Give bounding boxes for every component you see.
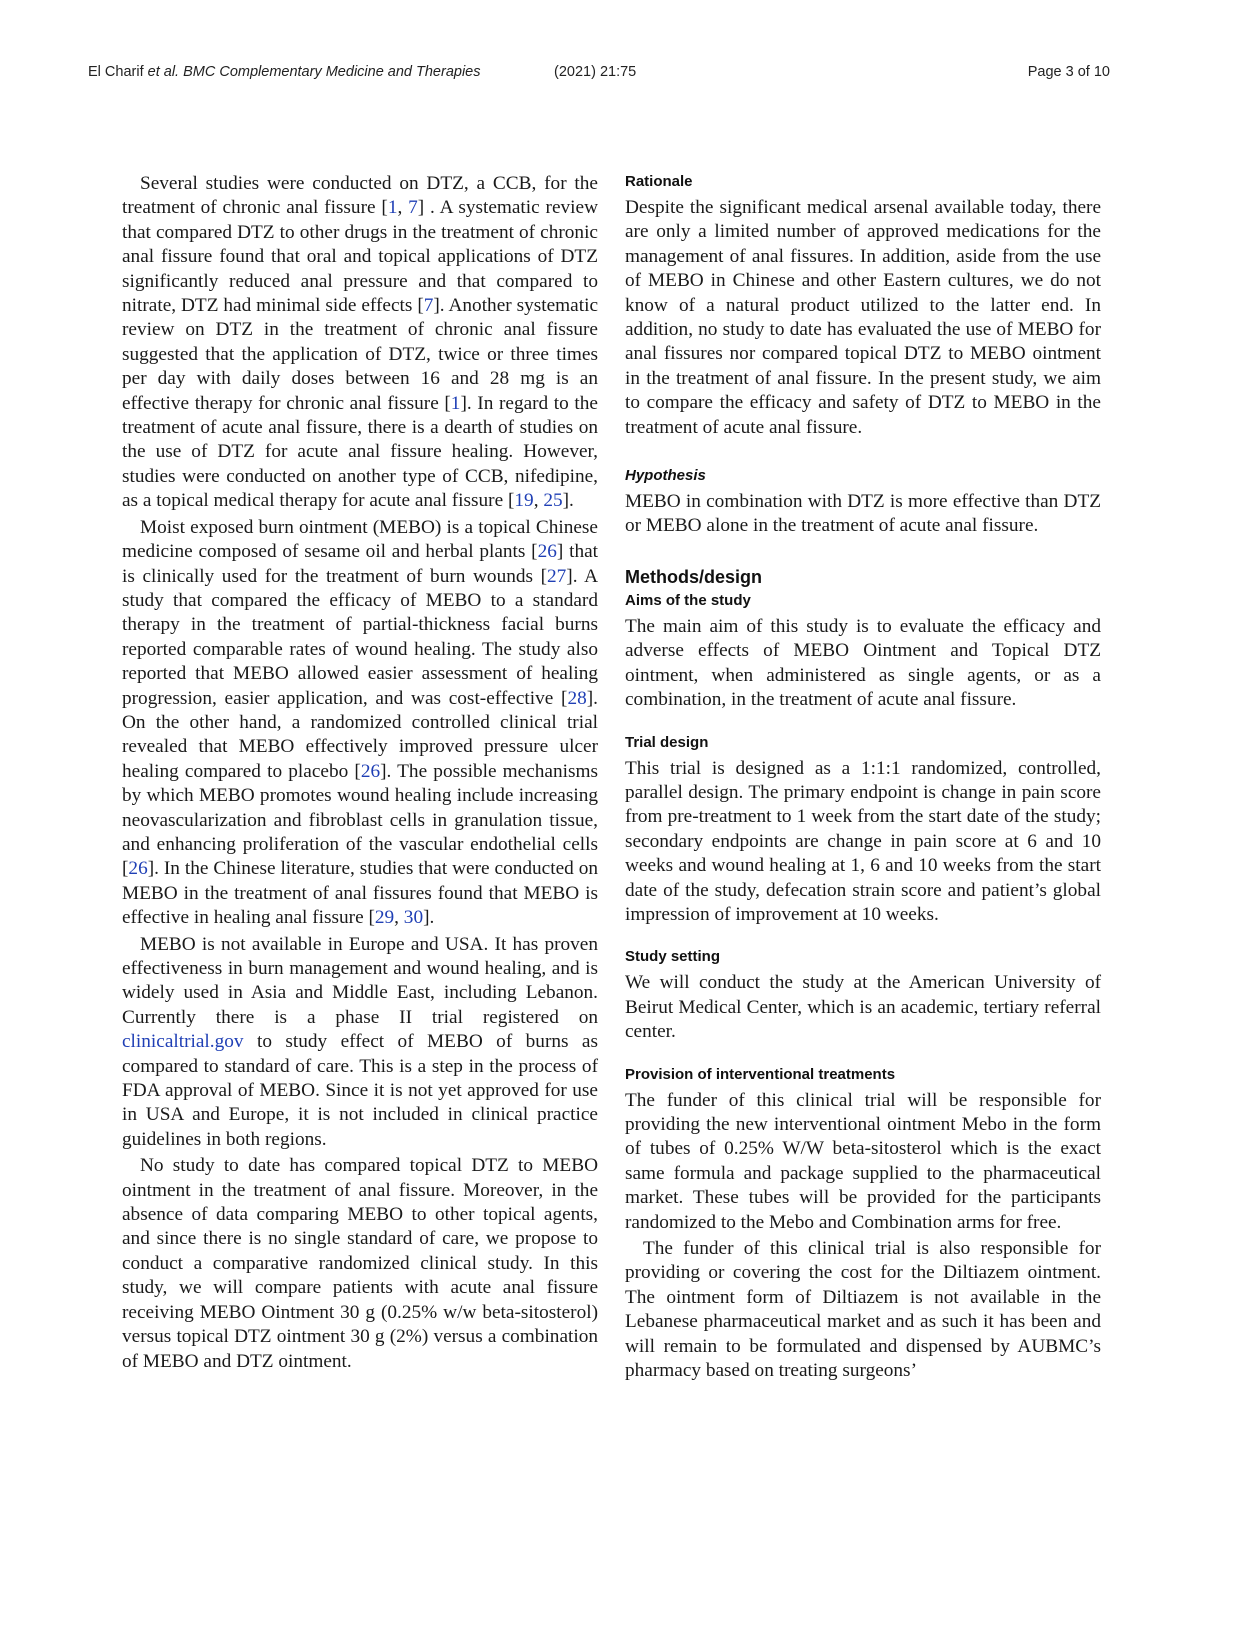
paragraph-mebo-intro — [122, 516, 598, 931]
citation-link[interactable]: 27 — [547, 565, 567, 587]
paragraph-dtz-studies — [122, 172, 598, 514]
citation-link[interactable]: 7 — [423, 295, 434, 317]
methods-heading: Methods/design — [625, 566, 763, 587]
citation-link[interactable]: 26 — [128, 858, 148, 880]
text-run: , — [533, 490, 544, 512]
text-run: ]. On the other hand, a randomized controlled clinical trial revealed that MEBO effectively improved pressure ulcer healing compared to placebo [ — [122, 687, 598, 782]
aims-heading: Aims of the study — [625, 591, 751, 609]
rationale-paragraph: Despite the significant medical arsenal available today, there are only a limited number of approved medications for the management of anal fissures. In addition, aside from the use of MEBO in Chinese and other Eastern cultures, we do not know of a natural product utilized to the latter end. In addition, no study to date has evaluated the use of MEBO for anal fissures nor compared topical DTZ to MEBO ointment in the treatment of anal fissure. In the present study, we aim to compare the efficacy and safety of DTZ to MEBO in the treatment of acute anal fissure. — [625, 197, 1101, 438]
citation-authors — [88, 64, 481, 80]
text-run: Moist exposed burn ointment (MEBO) is a topical Chinese medicine composed of sesame oil and herbal plants [ — [122, 516, 598, 563]
citation-link[interactable]: 7 — [408, 197, 418, 219]
citation-link[interactable]: 30 — [403, 907, 424, 929]
text-run: ]. In regard to the treatment of acute anal fissure, there is a dearth of studies on the use of DTZ for acute anal fissure healing. However, studies were conducted on another type of CCB, nifedipine, as a topical medical therapy for acute anal fissure [ — [122, 392, 598, 512]
right-column — [625, 172, 1101, 1383]
text-run: ]. The possible mechanisms by which MEBO promotes wound healing include increasing neovascularization and fibroblast cells in granulation tissue, and enhancing proliferation of the vascular endothelial cells [ — [122, 760, 598, 880]
citation-link[interactable]: 26 — [537, 541, 557, 563]
paragraph-mebo-availability — [122, 933, 598, 1153]
text-run: MEBO is not available in Europe and USA. It has proven effectiveness in burn management and wound healing, and is widely used in Asia and Middle East, including Lebanon. Currently there is a phase II trial registered on — [122, 933, 598, 1028]
study-setting-paragraph: We will conduct the study at the American University of Beirut Medical Center, which is an academic, tertiary referral center. — [625, 972, 1101, 1043]
rationale-heading: Rationale — [625, 173, 693, 190]
trial-design-heading: Trial design — [625, 733, 709, 751]
left-column — [122, 172, 598, 1374]
running-head — [88, 64, 1110, 88]
text-run: ]. A study that compared the efficacy of MEBO to a standard therapy in the treatment of partial-thickness facial burns reported comparable rates of wound healing. The study also reported that MEBO allowed easier assessment of healing progression, easier application, and was cost-effective [ — [122, 565, 598, 709]
provision-paragraph-1: The funder of this clinical trial will be responsible for providing the new interventional ointment Mebo in the form of tubes of 0.25% W/W beta-sitosterol which is the exact same formula and package supplied to the pharmaceutical market. These tubes will be provided for the participants randomized to the Mebo and Combination arms for free. — [625, 1089, 1101, 1233]
paragraph-study-proposal: No study to date has compared topical DTZ to MEBO ointment in the treatment of anal fissure. Moreover, in the absence of data comparing MEBO to other topical agents, and since there is no single standard of care, we propose to conduct a comparative randomized clinical study. In this study, we will compare patients with acute anal fissure receiving MEBO Ointment 30 g (0.25% w/w beta-sitosterol) versus topical DTZ ointment 30 g (2%) versus a combination of MEBO and DTZ ointment. — [122, 1155, 598, 1372]
citation-year-volume: (2021) 21:75 — [554, 64, 637, 80]
provision-paragraph-2: The funder of this clinical trial is also responsible for providing or covering the cost for the Diltiazem ointment. The ointment form of Diltiazem is not available in the Lebanese pharmaceutical market and as such it has been and will remain to be formulated and dispensed by AUBMC’s pharmacy based on treating surgeons’ — [625, 1238, 1101, 1382]
text-run: ]. In the Chinese literature, studies that were conducted on MEBO in the treatment of anal fissures found that MEBO is effective in healing anal fissure [ — [122, 858, 598, 929]
hypothesis-heading: Hypothesis — [625, 467, 706, 485]
text-run: ]. Another systematic review on DTZ in the treatment of chronic anal fissure suggested that the application of DTZ, twice or three times per day with daily doses between 16 and 28 mg is an effective therapy for chronic anal fissure [ — [122, 295, 598, 414]
trial-design-paragraph: This trial is designed as a 1:1:1 randomized, controlled, parallel design. The primary endpoint is change in pain score from pre-treatment to 1 week from the start date of the study; secondary endpoints are change in pain score at 6 and 10 weeks and wound healing at 1, 6 and 10 weeks from the start date of the study, defecation strain score and patient’s global impression of improvement at 10 weeks. — [625, 757, 1101, 925]
text-run: ]. — [562, 490, 574, 512]
citation-link[interactable]: 25 — [543, 490, 563, 512]
text-run: , — [394, 907, 404, 929]
aims-paragraph: The main aim of this study is to evaluate the efficacy and adverse effects of MEBO Ointment and Topical DTZ ointment, when administered as single agents, or as a combination, in the treatment of acute anal fissure. — [625, 615, 1101, 711]
provision-heading: Provision of interventional treatments — [625, 1065, 896, 1083]
text-run: Several studies were conducted on DTZ, a CCB, for the treatment of chronic anal fissure [ — [122, 173, 598, 219]
text-run: ] . A systematic review that compared DTZ to other drugs in the treatment of chronic anal fissure found that oral and topical applications of DTZ significantly reduced anal pressure and that compared to nitrate, DTZ had minimal side effects [ — [122, 197, 599, 317]
hypothesis-paragraph: MEBO in combination with DTZ is more effective than DTZ or MEBO alone in the treatment of acute anal fissure. — [625, 491, 1101, 537]
citation-link[interactable]: 1 — [387, 197, 398, 219]
text-run: ] that is clinically used for the treatment of burn wounds [ — [122, 541, 598, 587]
citation-link[interactable]: 28 — [567, 687, 587, 709]
citation-link[interactable]: 1 — [450, 392, 461, 414]
journal-name: BMC Complementary Medicine and Therapies — [183, 64, 481, 80]
et-al-text: et al. — [147, 64, 180, 80]
citation-link[interactable]: 19 — [514, 490, 534, 512]
authors-text: El Charif — [88, 64, 144, 80]
study-setting-heading: Study setting — [625, 948, 721, 966]
clinicaltrial-link[interactable]: clinicaltrial.gov — [122, 1031, 244, 1053]
citation-link[interactable]: 29 — [374, 907, 395, 929]
page-number: Page 3 of 10 — [1027, 64, 1110, 80]
text-run: to study effect of MEBO of burns as compared to standard of care. This is a step in the process of FDA approval of MEBO. Since it is not yet approved for use in USA and Europe, it is not included in clinical practice guidelines in both regions. — [122, 1031, 598, 1150]
text-run: , — [397, 197, 409, 219]
citation-link[interactable]: 26 — [360, 760, 381, 782]
text-run: ]. — [423, 907, 435, 929]
